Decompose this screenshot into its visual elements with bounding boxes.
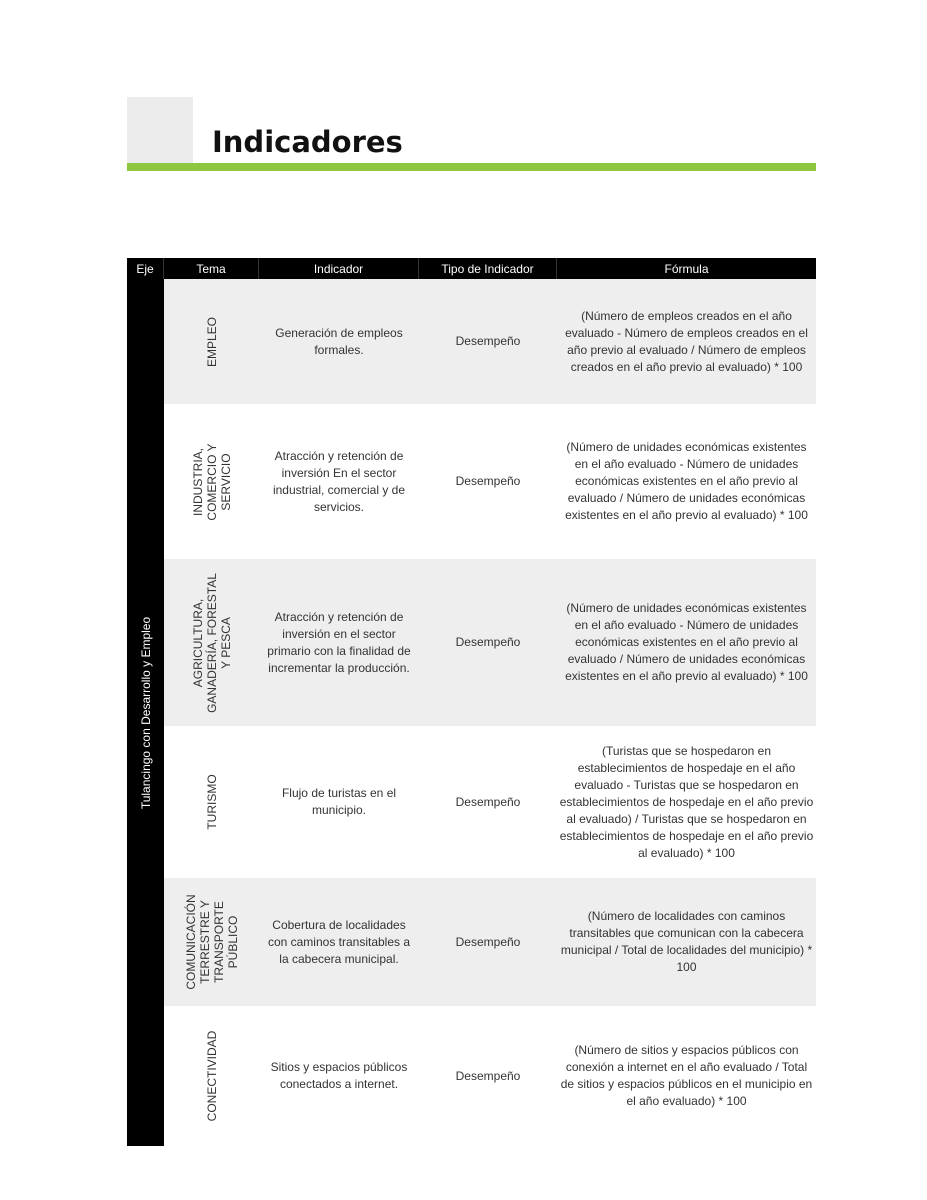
table-row <box>164 279 816 404</box>
header-eje: Eje <box>127 258 164 279</box>
header-indicador: Indicador <box>259 258 419 279</box>
indicador-cell: Sitios y espacios públicos conectados a internet. <box>270 1060 408 1091</box>
tema-label: INDUSTRIA, COMERCIO Y SERVICIO <box>190 442 233 521</box>
formula-cell: (Número de unidades económicas existentes en el año evaluado - Número de unidades económicas existentes en el año previo al evaluado / Número de unidades económicas existentes en el año previo al evaluado) * 100 <box>565 601 808 683</box>
title-underline <box>127 163 816 171</box>
formula-cell: (Turistas que se hospedaron en establecimientos de hospedaje en el año evaluado - Turistas que se hospedaron en establecimientos de hospedaje en el año previo al evaluado) / Turistas que se hospedaron en establecimientos de hospedaje en el año previo al evaluado) * 100 <box>559 743 814 860</box>
tema-label: EMPLEO <box>204 316 219 367</box>
table-row <box>164 404 816 559</box>
tipo-cell: Desempeño <box>455 794 521 809</box>
eje-label: Tulancingo con Desarrollo y Empleo <box>138 616 153 809</box>
page-title: Indicadores <box>212 125 403 159</box>
tema-cell <box>164 1006 259 1146</box>
formula-cell: (Número de unidades económicas existentes en el año evaluado - Número de unidades económicas existentes en el año previo al evaluado / Número de unidades económicas existentes en el año previo al evaluado) * 100 <box>565 440 808 522</box>
indicador-cell: Flujo de turistas en el municipio. <box>281 786 397 817</box>
table-body <box>127 279 816 1146</box>
header-tema: Tema <box>164 258 259 279</box>
table-row <box>164 878 816 1006</box>
tema-cell <box>164 878 259 1006</box>
table-header <box>127 258 816 279</box>
header-tipo: Tipo de Indicador <box>419 258 557 279</box>
tipo-cell: Desempeño <box>455 334 521 348</box>
table-row <box>164 559 816 726</box>
tema-label: COMUNICACIÓN TERRESTRE Y TRANSPORTE PÚBLICO <box>183 894 240 990</box>
tema-cell <box>164 726 259 878</box>
tema-cell <box>164 559 259 726</box>
table-row <box>164 1006 816 1146</box>
tema-label: CONECTIVIDAD <box>204 1030 219 1122</box>
tema-label: TURISMO <box>204 774 219 830</box>
tema-cell <box>164 279 259 404</box>
tipo-cell: Desempeño <box>455 934 521 949</box>
indicador-cell: Generación de empleos formales. <box>275 325 403 357</box>
title-accent-box <box>127 97 193 163</box>
formula-cell: (Número de empleos creados en el año evaluado - Número de empleos creados en el año previo al evaluado / Número de empleos creados en el año previo al evaluado) * 100 <box>565 308 808 374</box>
table-row <box>164 726 816 878</box>
eje-column <box>127 279 164 1146</box>
indicador-cell: Atracción y retención de inversión en el sector primario con la finalidad de incrementar la producción. <box>267 609 411 675</box>
tipo-cell: Desempeño <box>455 635 521 649</box>
indicador-cell: Atracción y retención de inversión En el sector industrial, comercial y de servicios. <box>272 448 406 514</box>
indicators-table <box>127 258 816 1146</box>
tema-cell <box>164 404 259 559</box>
formula-cell: (Número de localidades con caminos transitables que comunican con la cabecera municipal / Total de localidades del municipio) * 100 <box>560 909 813 974</box>
tema-label: AGRICULTURA, GANADERÍA, FORESTAL Y PESCA <box>190 572 233 713</box>
header-formula: Fórmula <box>664 261 709 276</box>
tipo-cell: Desempeño <box>455 474 521 488</box>
indicador-cell: Cobertura de localidades con caminos transitables a la cabecera municipal. <box>267 917 411 966</box>
formula-cell: (Número de sitios y espacios públicos con conexión a internet en el año evaluado / Total de sitios y espacios públicos en el municipio en el año evaluado) * 100 <box>560 1043 813 1108</box>
table-rows <box>164 279 816 1146</box>
tipo-cell: Desempeño <box>455 1068 521 1083</box>
